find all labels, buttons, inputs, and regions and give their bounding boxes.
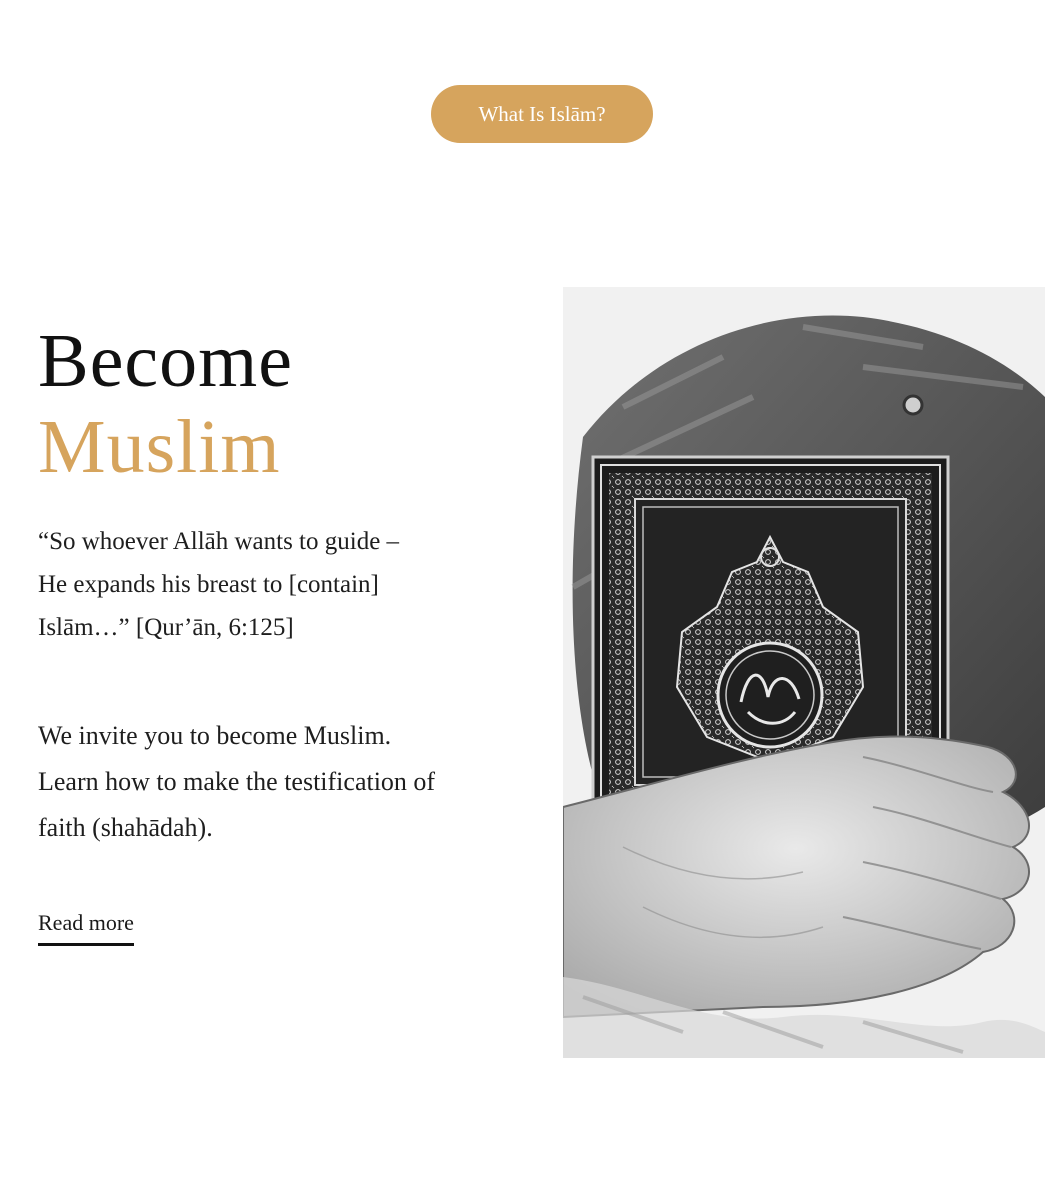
quote-line: He expands his breast to [contain] [38, 571, 379, 598]
page-title [38, 318, 293, 490]
quran-quote [38, 520, 508, 649]
intro-paragraph [38, 713, 528, 851]
title-line-muslim: Muslim [38, 405, 281, 489]
what-is-islam-button[interactable]: What Is Islām? [431, 85, 653, 143]
intro-line: Learn how to make the testification of [38, 767, 436, 796]
intro-line: We invite you to become Muslim. [38, 721, 392, 750]
quran-illustration [563, 287, 1045, 1058]
quran-hand-image [563, 287, 1045, 1058]
quote-line: Islām…” [Qur’ān, 6:125] [38, 614, 294, 641]
quote-line: “So whoever Allāh wants to guide – [38, 528, 400, 555]
read-more-link[interactable]: Read more [38, 908, 134, 946]
intro-line: faith (shahādah). [38, 813, 213, 842]
title-line-become: Become [38, 319, 294, 403]
